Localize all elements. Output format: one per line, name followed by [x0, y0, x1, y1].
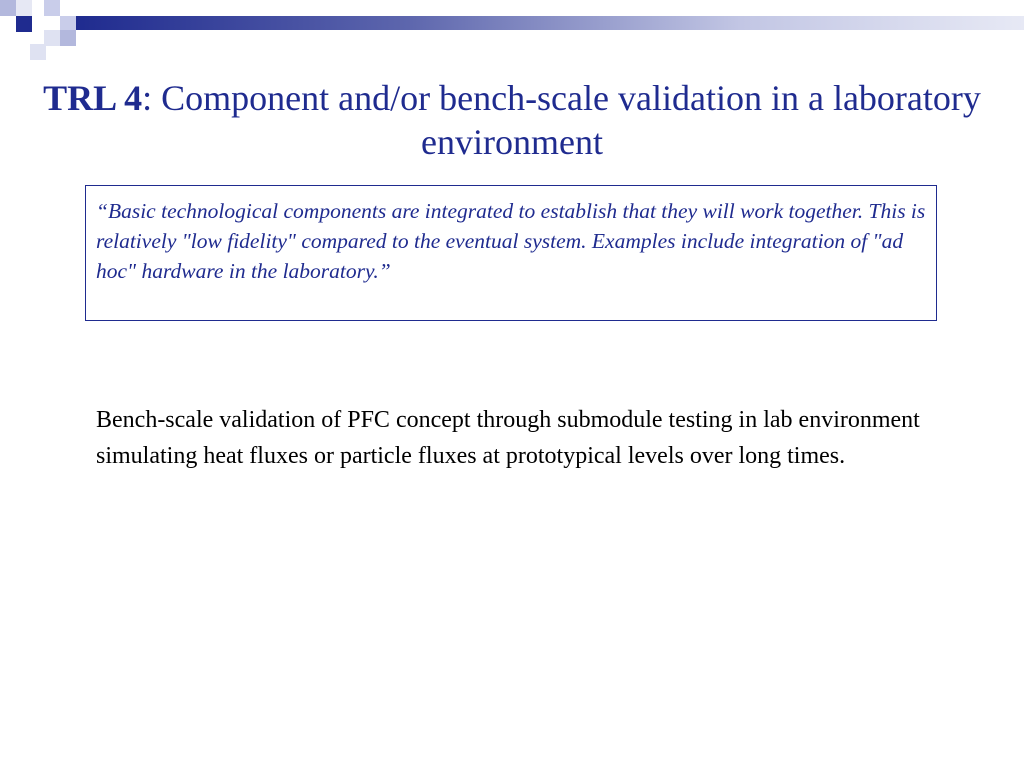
- slide-title-bold: TRL 4: [43, 78, 143, 118]
- definition-quote-box: [85, 185, 937, 321]
- decor-square: [16, 16, 32, 32]
- decor-square: [44, 30, 60, 46]
- decor-square: [0, 0, 16, 16]
- decor-square: [30, 44, 46, 60]
- slide-title: [20, 76, 1004, 164]
- slide-title-rest: : Component and/or bench-scale validation in a laboratory environment: [142, 78, 981, 162]
- header-gradient-bar: [76, 16, 1024, 30]
- definition-quote: “Basic technological components are integrated to establish that they will work together. This is relatively "low fidelity" compared to the eventual system. Examples include integration of "ad hoc" hardware in the laboratory.”: [96, 199, 926, 283]
- decor-square: [44, 0, 60, 16]
- decor-square: [16, 0, 32, 16]
- slide-body-text: Bench-scale validation of PFC concept through submodule testing in lab environment simulating heat fluxes or particle fluxes at prototypical levels over long times.: [96, 407, 920, 469]
- decor-square: [60, 30, 76, 46]
